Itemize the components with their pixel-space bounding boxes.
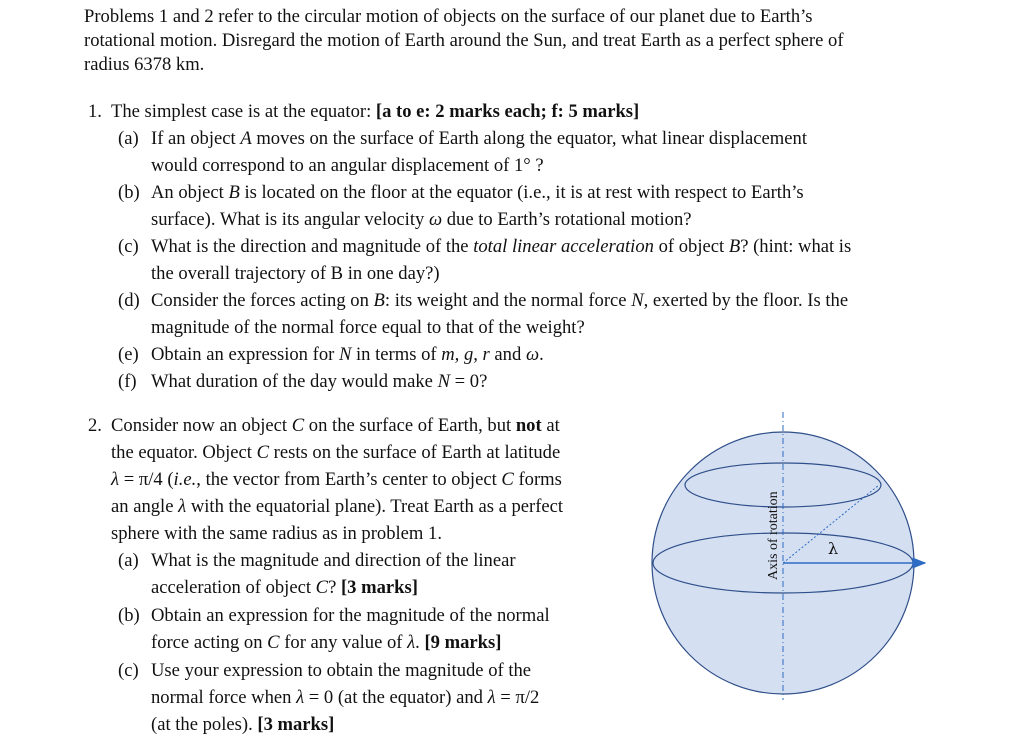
problem-2a-line-2: acceleration of object C? [3 marks]: [151, 577, 418, 598]
intro-line-3: radius 6378 km.: [84, 54, 205, 75]
problem-2-number: 2.: [88, 415, 102, 436]
intro-line-1: Problems 1 and 2 refer to the circular motion of objects on the surface of our planet due to Earth’s: [84, 6, 813, 27]
problem-1c-line-1: (c) What is the direction and magnitude of the total linear acceleration of object B? (hint: what is: [118, 236, 852, 257]
problem-1c-line-2: the overall trajectory of B in one day?): [151, 263, 440, 284]
problem-1a-line-1: (a) If an object A moves on the surface of Earth along the equator, what linear displacement: [118, 128, 807, 149]
problem-2c-line-2: normal force when λ = 0 (at the equator) and λ = π/2: [151, 687, 540, 708]
problem-1b-line-1: (b) An object B is located on the floor at the equator (i.e., it is at rest with respect to Earth’s: [118, 182, 804, 203]
problem-2-line-2: the equator. Object C rests on the surface of Earth at latitude: [111, 442, 561, 463]
problem-2a-line-1: (a) What is the magnitude and direction of the linear: [118, 550, 516, 571]
problem-1e-line-1: (e) Obtain an expression for N in terms of m, g, r and ω.: [118, 344, 544, 365]
problem-1f-line-1: (f) What duration of the day would make N = 0?: [118, 371, 488, 392]
problem-2b-line-2: force acting on C for any value of λ. [9 marks]: [151, 632, 502, 653]
intro-line-2: rotational motion. Disregard the motion of Earth around the Sun, and treat Earth as a perfect sphere of: [84, 30, 844, 51]
problem-2-line-3: λ = π/4 (i.e., the vector from Earth’s center to object C forms: [111, 469, 562, 490]
problem-1d-line-1: (d) Consider the forces acting on B: its weight and the normal force N, exerted by the floor. Is the: [118, 290, 849, 311]
problem-1d-line-2: magnitude of the normal force equal to that of the weight?: [151, 317, 585, 338]
earth-sphere-figure: [650, 400, 940, 710]
problem-2-line-4: an angle λ with the equatorial plane). Treat Earth as a perfect: [111, 496, 564, 517]
problem-1-heading: 1. The simplest case is at the equator: [a to e: 2 marks each; f: 5 marks]: [88, 101, 640, 122]
problem-2b-line-1: (b) Obtain an expression for the magnitude of the normal: [118, 605, 550, 626]
problem-1b-line-2: surface). What is its angular velocity ω due to Earth’s rotational motion?: [151, 209, 692, 230]
angle-lambda-label: λ: [828, 539, 839, 558]
problem-2-line-1: 2. Consider now an object C on the surface of Earth, but not at: [88, 415, 560, 436]
problem-2c-line-1: (c) Use your expression to obtain the magnitude of the: [118, 660, 532, 681]
problem-1-marks: [a to e: 2 marks each; f: 5 marks]: [375, 101, 640, 122]
problem-1a-line-2: would correspond to an angular displacement of 1° ?: [151, 155, 544, 176]
axis-of-rotation-label: Axis of rotation: [766, 491, 781, 580]
problem-2-line-5: sphere with the same radius as in problem 1.: [111, 523, 442, 544]
problem-2c-line-3: (at the poles). [3 marks]: [151, 714, 335, 735]
problem-1-number: 1.: [88, 101, 102, 122]
